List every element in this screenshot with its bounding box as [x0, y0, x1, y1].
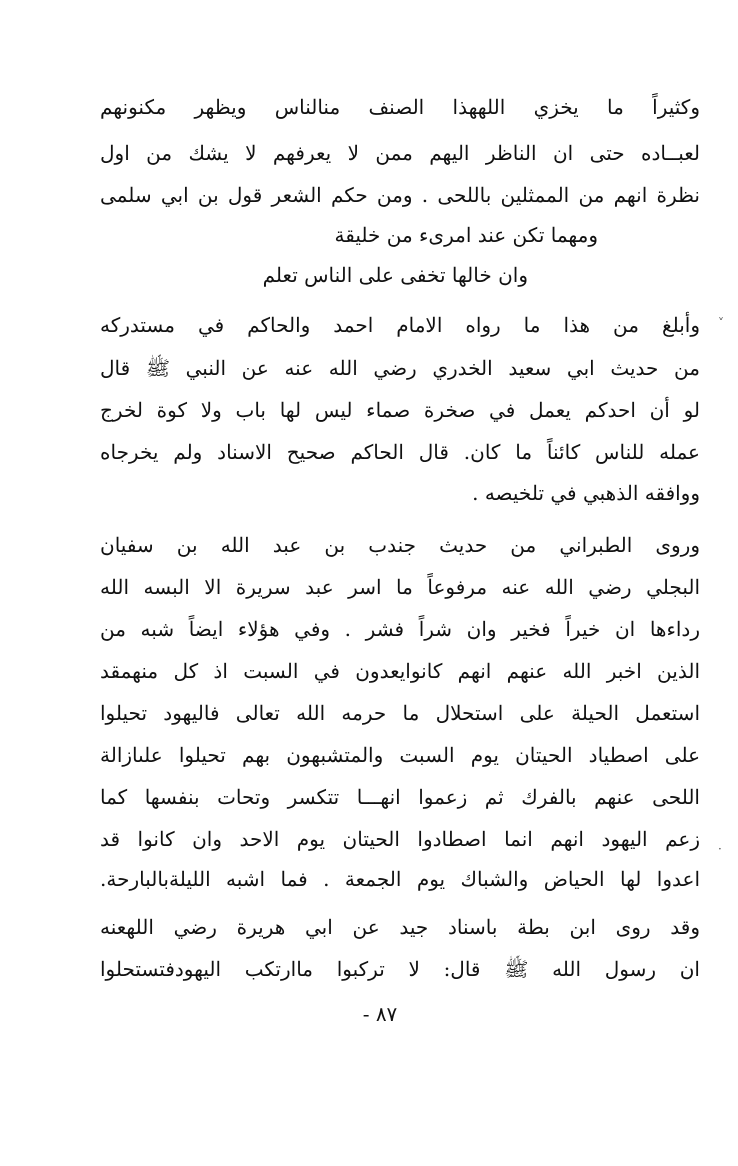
- text-line: على اصطياد الحيتان يوم السبت والمتشبهون بهم تحيلوا علىازالة: [100, 743, 700, 767]
- text-line: اللحى عنهم بالفرك ثم زعموا انهـــا تتكسر وتحات بنفسها كما: [100, 785, 700, 809]
- text-line: ان رسول الله ﷺ قال: لا تركبوا ماارتكب اليهودفتستحلوا: [100, 957, 700, 981]
- poem-verse-second-hemistich: وان خالها تخفى على الناس تعلم: [262, 263, 528, 287]
- text-line: لو أن احدكم يعمل في صخرة صماء ليس لها باب ولا كوة لخرج: [100, 398, 700, 422]
- text-line: زعم اليهود انهم انما اصطادوا الحيتان يوم الاحد وان كانوا قد: [100, 827, 700, 851]
- text-line: رداءها ان خيراً فخير وان شراً فشر . وفي هؤلاء ايضاً شبه من: [100, 617, 700, 641]
- text-line: استعمل الحيلة على استحلال ما حرمه الله تعالى فاليهود تحيلوا: [100, 701, 700, 725]
- text-line: نظرة انهم من الممثلين باللحى . ومن حكم الشعر قول بن ابي سلمى: [100, 183, 700, 207]
- text-line: وكثيراً ما يخزي اللههذا الصنف منالناس ويظهر مكنونهم: [100, 95, 700, 119]
- poem-verse-first-hemistich: ومهما تكن عند امرىء من خليقة: [334, 223, 598, 247]
- text-line: عمله للناس كائناً ما كان. قال الحاكم صحيح الاسناد ولم يخرجاه: [100, 440, 700, 464]
- text-line: ووافقه الذهبي في تلخيصه .: [472, 481, 700, 505]
- text-line: من حديث ابي سعيد الخدري رضي الله عنه عن النبي ﷺ قال: [100, 356, 700, 380]
- margin-mark: ·: [718, 842, 722, 856]
- text-line: الذين اخبر الله عنهم انهم كانوايعدون في السبت اذ كل منهمقد: [100, 659, 700, 683]
- text-line: وقد روى ابن بطة باسناد جيد عن ابي هريرة رضي اللهعنه: [100, 915, 700, 939]
- text-line: البجلي رضي الله عنه مرفوعاً ما اسر عبد سريرة الا البسه الله: [100, 575, 700, 599]
- margin-mark: ˅: [718, 316, 724, 330]
- text-line: لعبــاده حتى ان الناظر اليهم ممن لا يعرفهم لا يشك من اول: [100, 141, 700, 165]
- text-line: اعدوا لها الحياض والشباك يوم الجمعة . فما اشبه الليلةبالبارحة.: [100, 867, 700, 891]
- page-number: ٨٧ -: [362, 1002, 398, 1026]
- text-line: وأبلغ من هذا ما رواه الامام احمد والحاكم في مستدركه: [100, 313, 700, 337]
- text-line: وروى الطبراني من حديث جندب بن عبد الله بن سفيان: [100, 533, 700, 557]
